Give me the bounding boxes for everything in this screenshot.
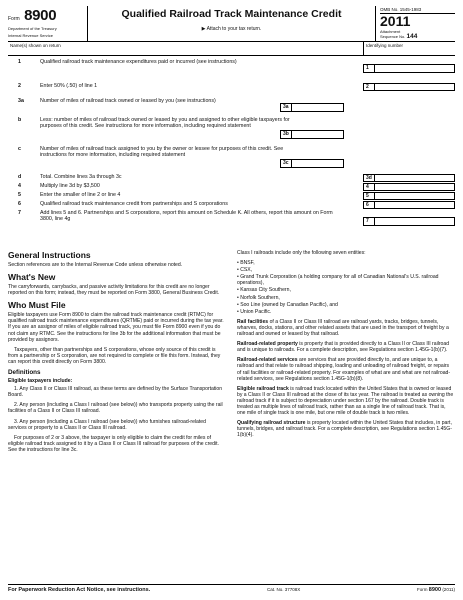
term: Qualifying railroad structure [237, 420, 306, 427]
definition: is property that is provided directly to a Class II or Class III railroad and is unique to railroads. For a complete description, see Regulations section 1.45G-1(b)(7). [237, 341, 450, 354]
sequence-label: Sequence No. [380, 34, 406, 39]
line-text: Enter 50% (.50) of line 1 [40, 83, 98, 89]
general-heading: General Instructions [8, 250, 91, 260]
whats-new-text: The carryforwards, carrybacks, and passive activity limitations for this credit are no longer reported on this form; instead, they must be reported on Form 3800, General Business Credit. [8, 284, 220, 297]
eligible-taxpayers-title: Eligible taxpayers include: [8, 378, 73, 385]
class1-railroad-item: • Union Pacific. [237, 308, 272, 315]
form-line-4 [8, 183, 455, 191]
whats-new-heading: What's New [8, 272, 56, 283]
eligible-item-1: 1. Any Class II or Class III railroad, as these terms are defined by the Surface Transportation Board. [8, 386, 223, 399]
line-3d-amount-field[interactable] [375, 174, 455, 182]
line-6-amount-field[interactable] [375, 201, 455, 209]
line-text: Qualified railroad track maintenance expenditures paid or incurred (see instructions) [40, 59, 237, 65]
id-label: Identifying number [366, 43, 404, 48]
tax-year: 2011 [380, 13, 411, 29]
left-column [8, 250, 225, 457]
eligible-item-3: 3. Any person (including a Class I railroad (see below)) who furnishes railroad-related services or property to a Class II or Class III railroad. [8, 418, 206, 431]
form-line-2 [8, 83, 455, 91]
term: Eligible railroad track [237, 385, 289, 392]
line-number: 6 [18, 201, 21, 207]
term: Railroad-related property [237, 341, 298, 348]
line-number: 7 [18, 210, 21, 216]
department: Department of the Treasury [8, 26, 57, 31]
attachment-label: Attachment [380, 29, 401, 34]
form-line-7 [8, 210, 455, 226]
eligible-track-def [237, 386, 454, 416]
paperwork-notice: For Paperwork Reduction Act Notice, see instructions. [8, 587, 151, 593]
omb-block [375, 6, 455, 41]
form-line-5 [8, 192, 455, 200]
railroad-property-def [237, 341, 454, 353]
form-line-3b [8, 117, 455, 139]
line-text: Number of miles of railroad track owned or leased by you (see instructions) [40, 98, 216, 104]
name-label: Name(s) shown on return [10, 43, 61, 48]
line-number: 2 [18, 83, 21, 89]
line-box-label: 3c [280, 159, 292, 168]
class1-railroad-item: • BNSF, [237, 260, 255, 267]
line-box-label: 4 [363, 183, 375, 191]
line-3a-amount-field[interactable] [292, 103, 344, 112]
line-text: Multiply line 3d by $3,500 [40, 183, 100, 189]
form-word: Form [8, 16, 20, 22]
line-box-label: 7 [363, 217, 375, 226]
line-text: Enter the smaller of line 2 or line 4 [40, 192, 121, 198]
form-title: Qualified Railroad Track Maintenance Credit [121, 8, 342, 20]
attach-note: ▶ Attach to your tax return. [201, 26, 262, 32]
who-must-file-text-2: Taxpayers, other than partnerships and S corporations, whose only source of this credit is from a partnership or S corporation, are not required to complete or file this form. Instead, they can report this credit directly on Form 3800. [8, 346, 221, 365]
who-must-file-text-1: Eligible taxpayers use Form 8900 to claim the railroad track maintenance credit (RTMC) for qualified railroad track maintenance expenditures (QRTME) paid or incurred during the tax year. If you are an assignor of miles of eligible railroad track, you must file Form 8900 even if you do not claim any RTMC. See the instructions for line 3b for the additional information that must be provided by assignors. [8, 312, 224, 343]
line-number: b [18, 117, 22, 123]
line-box-label: 1 [363, 64, 375, 73]
line-number: 3a [18, 98, 24, 104]
line-3b-amount-field[interactable] [292, 130, 344, 139]
line-text: Number of miles of railroad track assigned to you by the owner or lessee for purposes of this credit. See instructions for more information, including required statement [40, 146, 284, 159]
line-box-label: 3a [280, 103, 292, 112]
class1-railroad-item: • Soo Line (owned by Canadian Pacific), and [237, 301, 338, 308]
line-1-amount-field[interactable] [375, 64, 455, 73]
form-id-block [8, 6, 88, 41]
line-2-amount-field[interactable] [375, 83, 455, 91]
line-5-amount-field[interactable] [375, 192, 455, 200]
definition: is railroad track located within the United States that is owned or leased by a Class II or Class III railroad at the close of its tax year. The railroad is treated as owning the railroad track if it is subject to depreciation under section 167 by the railroad. Double track is treated as multiple lines of railroad track, rather than as a single line of railroad track. That is, one mile of single track is one mile, but one mile of double track is two miles. [237, 385, 454, 417]
general-text: Section references are to the Internal Revenue Code unless otherwise noted. [8, 262, 183, 268]
class1-railroad-item: • Grand Trunk Corporation (a holding company for all of Canadian National's U.S. railroad operations), [237, 274, 439, 287]
line-4-amount-field[interactable] [375, 183, 455, 191]
eligible-item-2: 2. Any person (including a Class I railroad (see below)) who transports property using the rail facilities of a Class II or Class III railroad. [8, 402, 223, 415]
form-number: 8900 [24, 7, 57, 24]
form-line-1 [8, 59, 455, 73]
form-lines [8, 56, 455, 252]
rail-facilities-def [237, 319, 454, 337]
qualifying-structure-def [237, 420, 454, 438]
class1-railroad-item: • Kansas City Southern, [237, 287, 291, 294]
term: Railroad-related services [237, 357, 298, 364]
form-line-3a [8, 98, 455, 112]
sequence-number: 144 [406, 33, 418, 40]
title-block [88, 6, 375, 41]
class1-railroad-item: • CSX, [237, 267, 253, 274]
omb-number: OMB No. 1545-1983 [380, 7, 455, 14]
line-box-label: 6 [363, 201, 375, 209]
definition: is property located within the United States that includes, in part, tunnels, bridges, and railroad track. For a complete description, see Regulations section 1.45G-1(b)(4). [237, 420, 452, 439]
line-number: 1 [18, 59, 21, 65]
form-footer [8, 584, 455, 593]
line-number: 4 [18, 183, 21, 189]
line-3c-amount-field[interactable] [292, 159, 344, 168]
railroad-services-def [237, 357, 454, 381]
form-header [8, 6, 455, 42]
form-line-6 [8, 201, 455, 209]
line-box-label: 3b [280, 130, 292, 139]
identifying-number-field[interactable] [363, 42, 455, 55]
form-line-3d [8, 174, 455, 182]
line-number: d [18, 174, 22, 180]
name-field[interactable] [8, 42, 363, 55]
eligible-item-4: For purposes of 2 or 3 above, the taxpayer is only eligible to claim the credit for miles of eligible railroad track assigned to it by a Class II or Class III railroad for purposes of the credit. See the instructions for line 3c. [8, 434, 219, 453]
line-box-label: 2 [363, 83, 375, 91]
term: Rail facilities [237, 318, 269, 325]
footer-form-id: Form 8900 (2011) [417, 587, 455, 593]
instructions [8, 250, 455, 457]
form-line-3c [8, 146, 455, 168]
who-must-file-heading: Who Must File [8, 300, 66, 311]
class1-intro: Class I railroads include only the following seven entities: [237, 250, 366, 256]
line-number: c [18, 146, 21, 152]
line-text: Qualified railroad track maintenance credit from partnerships and S corporations [40, 201, 228, 207]
line-text: Total. Combine lines 3a through 3c [40, 174, 122, 180]
line-number: 5 [18, 192, 21, 198]
class1-list [237, 260, 454, 315]
definition: of a Class II or Class III railroad are railroad yards, tracks, bridges, tunnels, wharves, docks, stations, and other related assets that are used in the transport of freight by a railroad and owned or leased by that railroad. [237, 318, 449, 338]
line-box-label: 3d [363, 174, 375, 182]
definitions-heading: Definitions [8, 369, 41, 377]
line-text: Less: number of miles of railroad track owned or leased by you and assigned to other eligible taxpayers for purposes of this credit. See instructions for more information, including required statement [40, 117, 290, 130]
name-row [8, 42, 455, 56]
line-text: Add lines 5 and 6. Partnerships and S corporations, report this amount on Schedule K. All others, report this amount on Form 3800, line 4g [40, 210, 333, 223]
class1-railroad-item: • Norfolk Southern, [237, 294, 280, 301]
right-column [237, 250, 454, 457]
irs-label: Internal Revenue Service [8, 33, 53, 38]
catalog-number: Cat. No. 37708X [266, 587, 301, 592]
definition: are services that are provided directly to, and are unique to, a railroad and that relate to railroad shipping, loading and unloading of railroad freight, or repairs of rail facilities or railroad-related property. For examples of what are and what are not railroad-related services, see Regulations section 1.45G-1(b)(8). [237, 357, 451, 382]
line-box-label: 5 [363, 192, 375, 200]
line-7-amount-field[interactable] [375, 217, 455, 226]
